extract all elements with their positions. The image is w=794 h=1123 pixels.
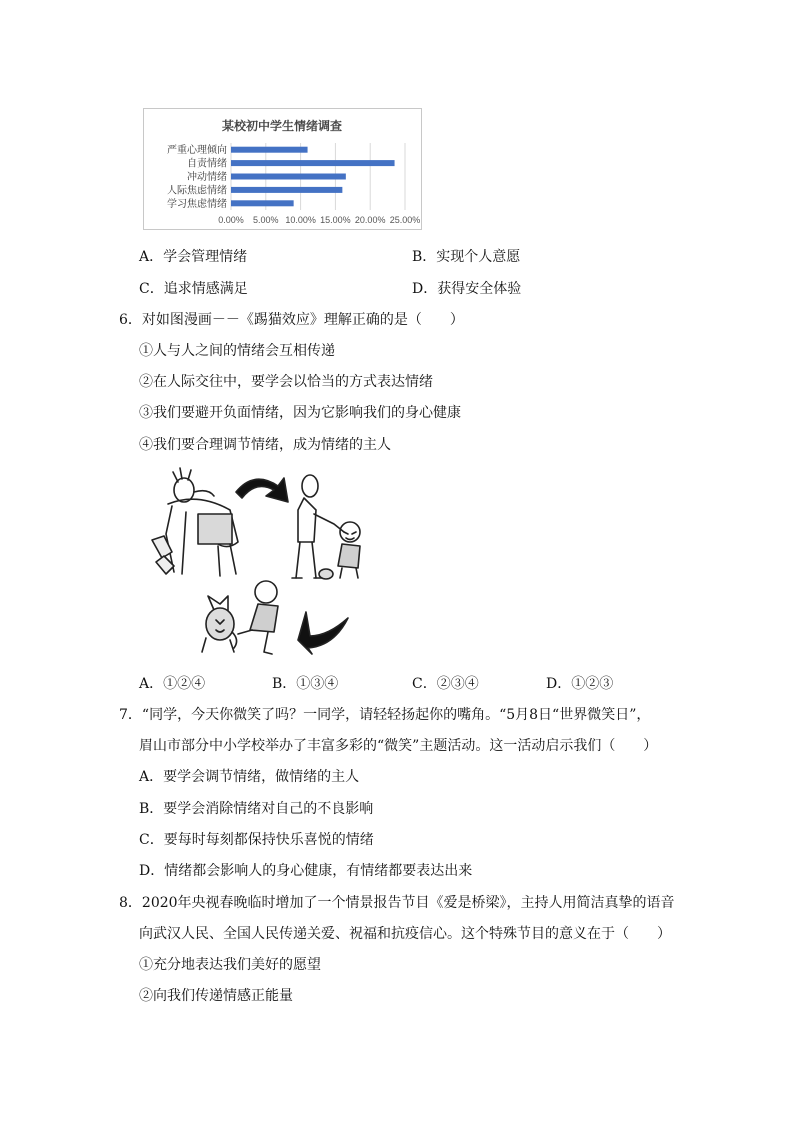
q5-option-b[interactable]: B．实现个人意愿 <box>412 249 521 265</box>
q6-option-c[interactable]: C．②③④ <box>412 676 479 692</box>
crying-child-figure <box>319 522 360 579</box>
q6-option-d[interactable]: D．①②③ <box>546 676 614 692</box>
boss-figure <box>152 468 238 576</box>
bar <box>231 147 308 153</box>
category-label: 人际焦虑情绪 <box>167 185 227 197</box>
q7-stem-line1: 7．“同学，今天你微笑了吗？一同学，请轻轻扬起你的嘴角。“5月8日“世界微笑日”， <box>119 707 651 723</box>
q8-stem-line2: 向武汉人民、全国人民传递关爱、祝福和抗疫信心。这个特殊节目的意义在于（ ） <box>139 926 671 942</box>
q6-option-a[interactable]: A．①②④ <box>139 676 206 692</box>
kid-kicking-cat-figure <box>202 581 278 654</box>
q6-option-b[interactable]: B．①③④ <box>272 676 339 692</box>
chart-title: 某校初中学生情绪调查 <box>221 119 343 133</box>
arrow-top-icon <box>236 478 288 502</box>
q7-stem-line2: 眉山市部分中小学校举办了丰富多彩的“微笑”主题活动。这一活动启示我们（ ） <box>139 738 658 754</box>
category-label: 严重心理倾向 <box>167 145 227 157</box>
bar <box>231 174 346 180</box>
father-figure <box>292 475 344 578</box>
arrow-bottom-icon <box>298 612 348 654</box>
chart-svg <box>144 109 421 229</box>
q6-item-3: ③我们要避开负面情绪，因为它影响我们的身心健康 <box>139 405 461 421</box>
q6-item-4: ④我们要合理调节情绪，成为情绪的主人 <box>139 437 391 453</box>
x-tick-label: 20.00% <box>354 215 386 225</box>
q5-option-c[interactable]: C．追求情感满足 <box>139 281 248 297</box>
q5-option-a[interactable]: A．学会管理情绪 <box>139 249 248 265</box>
x-tick-label: 15.00% <box>320 215 351 225</box>
q7-option-d[interactable]: D．情绪都会影响人的身心健康，有情绪都要表达出来 <box>139 863 473 879</box>
category-label: 学习焦虑情绪 <box>167 198 227 210</box>
x-tick-label: 10.00% <box>285 215 316 225</box>
q6-item-2: ②在人际交往中，要学会以恰当的方式表达情绪 <box>139 374 433 390</box>
q7-option-b[interactable]: B．要学会消除情绪对自己的不良影响 <box>139 801 374 817</box>
q7-option-c[interactable]: C．要每时每刻都保持快乐喜悦的情绪 <box>139 832 374 848</box>
q6-item-1: ①人与人之间的情绪会互相传递 <box>139 343 335 359</box>
x-tick-label: 5.00% <box>253 215 279 225</box>
x-tick-label: 0.00% <box>218 215 244 225</box>
q8-stem-line1: 8．2020年央视春晚临时增加了一个情景报告节目《爱是桥梁》，主持人用简洁真挚的语音 <box>119 895 675 911</box>
q5-option-d[interactable]: D．获得安全体验 <box>412 281 522 297</box>
kick-cat-cartoon <box>138 462 364 662</box>
bar <box>231 200 294 206</box>
category-label: 冲动情绪 <box>187 172 227 183</box>
q8-item-2: ②向我们传递情感正能量 <box>139 988 293 1004</box>
x-tick-label: 25.00% <box>389 215 421 225</box>
bar <box>231 187 342 193</box>
category-label: 自责情绪 <box>187 158 227 170</box>
bar <box>231 160 395 166</box>
q6-stem: 6．对如图漫画－－《踢猫效应》理解正确的是（ ） <box>119 312 464 328</box>
q7-option-a[interactable]: A．要学会调节情绪，做情绪的主人 <box>139 769 360 785</box>
emotion-survey-chart <box>143 108 422 230</box>
q8-item-1: ①充分地表达我们美好的愿望 <box>139 957 321 973</box>
